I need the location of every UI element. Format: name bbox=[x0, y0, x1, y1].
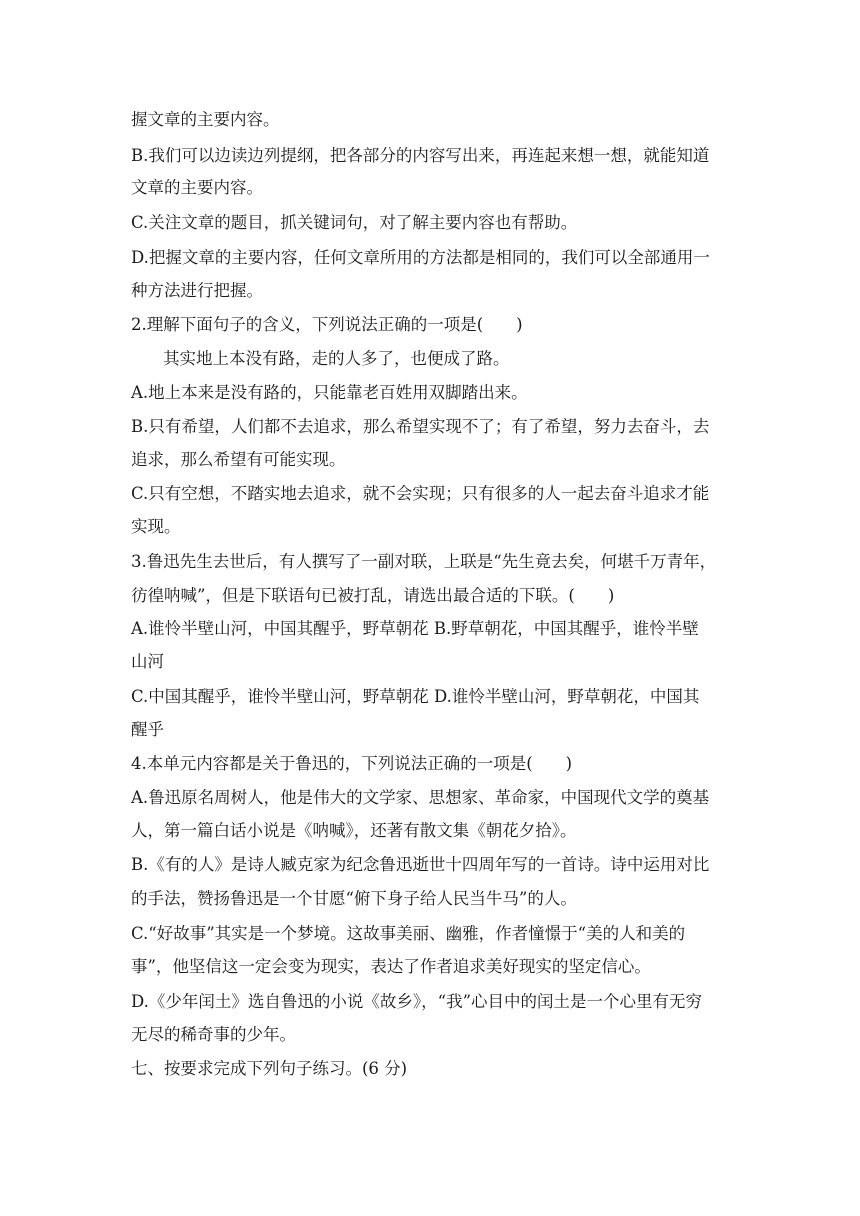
option-c: C.只有空想，不踏实地去追求，就不会实现；只有很多的人一起去奋斗追求才能 bbox=[131, 484, 710, 503]
text-line: B.我们可以边读边列提纲，把各部分的内容写出来，再连起来想一想，就能知道 bbox=[131, 146, 710, 165]
text-line: 种方法进行把握。 bbox=[131, 281, 263, 300]
options-c-d: C.中国其醒乎，谁怜半壁山河，野草朝花 D.谁怜半壁山河，野草朝花，中国其 bbox=[131, 687, 700, 706]
text-line: 追求，那么希望有可能实现。 bbox=[131, 450, 346, 469]
question-3: 3.鲁迅先生去世后，有人撰写了一副对联，上联是“先生竟去矣，何堪千万青年， bbox=[131, 552, 717, 571]
option-a: A.鲁迅原名周树人，他是伟大的文学家、思想家、革命家，中国现代文学的奠基 bbox=[131, 788, 710, 807]
option-d: D.《少年闰土》选自鲁迅的小说《故乡》，“我”心目中的闰土是一个心里有无穷 bbox=[131, 992, 703, 1011]
option-c: C.“好故事”其实是一个梦境。这故事美丽、幽雅，作者憧憬于“美的人和美的 bbox=[131, 924, 686, 943]
question-4: 4.本单元内容都是关于鲁迅的，下列说法正确的一项是( ) bbox=[131, 754, 573, 773]
text-line: 握文章的主要内容。 bbox=[131, 110, 280, 129]
text-line: 文章的主要内容。 bbox=[131, 178, 263, 197]
option-b: B.《有的人》是诗人臧克家为纪念鲁迅逝世十四周年写的一首诗。诗中运用对比 bbox=[131, 855, 710, 874]
text-line: 无尽的稀奇事的少年。 bbox=[131, 1025, 296, 1044]
option-a: A.地上本来是没有路的，只能靠老百姓用双脚踏出来。 bbox=[131, 383, 528, 402]
text-line: 的手法，赞扬鲁迅是一个甘愿“俯下身子给人民当牛马”的人。 bbox=[131, 889, 577, 908]
text-line: 山河 bbox=[131, 652, 164, 671]
text-line: 醒乎 bbox=[131, 720, 164, 739]
option-b: B.只有希望，人们都不去追求，那么希望实现不了；有了希望，努力去奋斗，去 bbox=[131, 417, 710, 436]
text-line: 人，第一篇白话小说是《呐喊》，还著有散文集《朝花夕拾》。 bbox=[131, 821, 577, 840]
options-a-b: A.谁怜半壁山河，中国其醒乎，野草朝花 B.野草朝花，中国其醒乎，谁怜半壁 bbox=[131, 619, 699, 638]
text-line: 实现。 bbox=[131, 517, 181, 536]
question-2: 2.理解下面句子的含义，下列说法正确的一项是( ) bbox=[131, 315, 523, 334]
text-line: C.关注文章的题目，抓关键词句，对了解主要内容也有帮助。 bbox=[131, 213, 578, 232]
quote-sentence: 其实地上本没有路，走的人多了，也便成了路。 bbox=[163, 349, 510, 368]
text-line: 彷徨呐喊”，但是下联语句已被打乱，请选出最合适的下联。( ) bbox=[131, 586, 615, 605]
text-line: D.把握文章的主要内容，任何文章所用的方法都是相同的，我们可以全部通用一 bbox=[131, 248, 710, 267]
section-heading: 七、按要求完成下列句子练习。(6 分) bbox=[131, 1059, 408, 1078]
text-line: 事”，他坚信这一定会变为现实，表达了作者追求美好现实的坚定信心。 bbox=[131, 957, 651, 976]
